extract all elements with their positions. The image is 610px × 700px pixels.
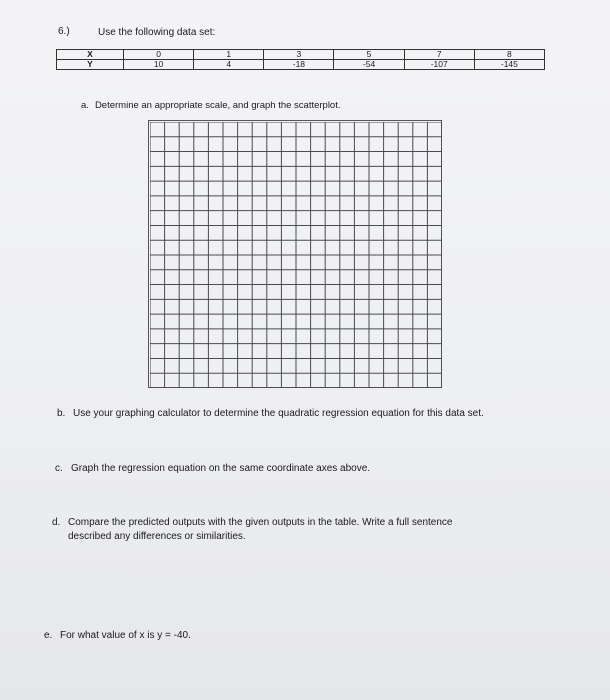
y-cell: -54 <box>334 60 404 70</box>
question-b-text: Use your graphing calculator to determine the quadratic regression equation for this data set. <box>73 408 484 419</box>
y-cell: 10 <box>124 60 194 70</box>
y-header: Y <box>57 60 124 70</box>
problem-intro: Use the following data set: <box>98 27 216 38</box>
question-c-text: Graph the regression equation on the same coordinate axes above. <box>71 463 371 474</box>
x-cell: 3 <box>264 50 334 60</box>
question-b <box>57 407 484 421</box>
table-row-y <box>57 60 545 70</box>
y-cell: -107 <box>404 60 474 70</box>
question-d-text-line2: described any differences or similarities. <box>68 531 246 542</box>
question-a-label: a. <box>81 100 89 111</box>
x-cell: 0 <box>124 50 194 60</box>
problem-number: 6.) <box>58 26 70 37</box>
x-cell: 5 <box>334 50 404 60</box>
question-e-text: For what value of x is y = -40. <box>60 630 191 641</box>
x-cell: 8 <box>474 50 544 60</box>
graph-grid[interactable] <box>150 122 442 388</box>
question-e-label: e. <box>44 630 53 641</box>
question-d <box>52 516 552 544</box>
question-d-text-line1: Compare the predicted outputs with the given outputs in the table. Write a full sentence <box>68 517 453 528</box>
question-a-text: Determine an appropriate scale, and graph the scatterplot. <box>94 100 341 111</box>
y-cell: 4 <box>194 60 264 70</box>
table-row-x <box>57 50 545 60</box>
y-cell: -145 <box>474 60 544 70</box>
question-e <box>44 629 191 643</box>
data-table <box>56 49 545 70</box>
question-c-label: c. <box>55 463 63 474</box>
x-header: X <box>57 50 124 60</box>
question-b-label: b. <box>57 408 66 419</box>
x-cell: 1 <box>194 50 264 60</box>
question-a <box>81 100 341 111</box>
question-d-label: d. <box>52 517 61 528</box>
x-cell: 7 <box>404 50 474 60</box>
question-c <box>55 462 370 476</box>
y-cell: -18 <box>264 60 334 70</box>
